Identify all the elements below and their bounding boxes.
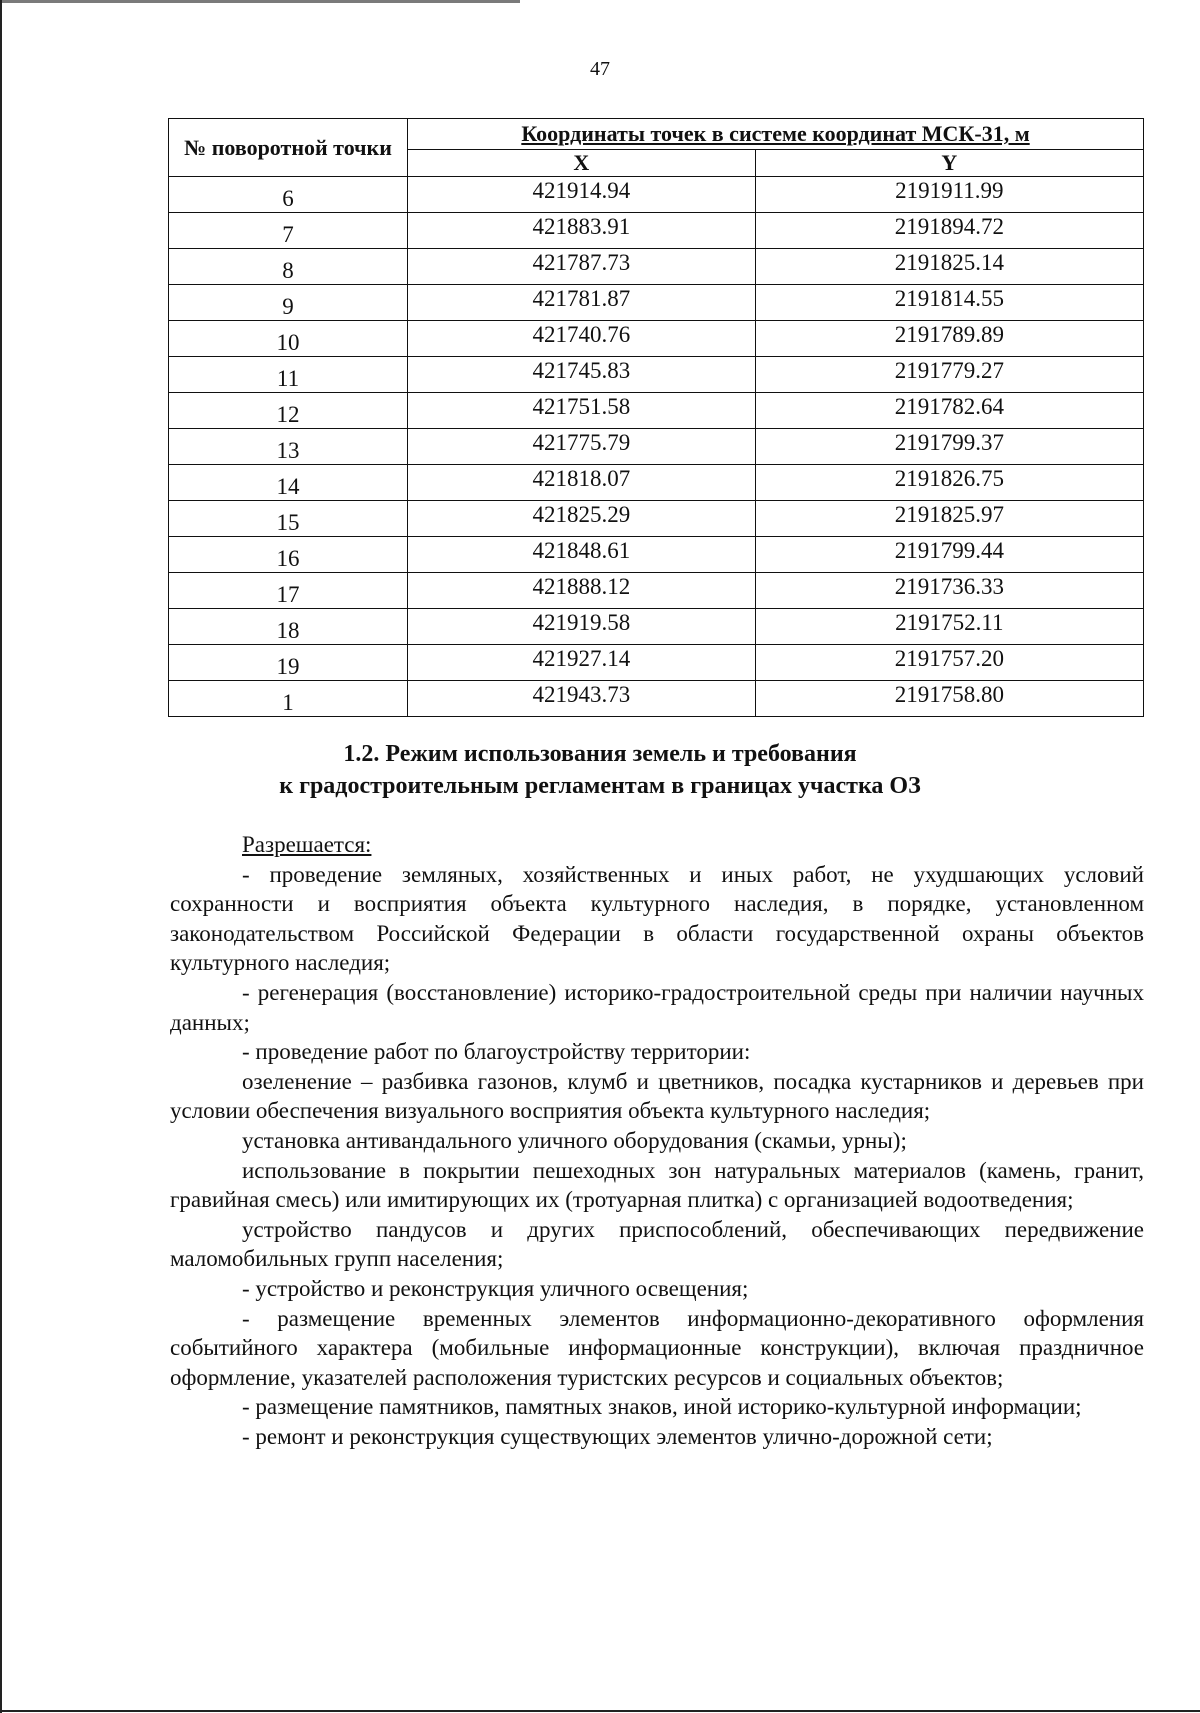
coordinates-header-text: Координаты точек в системе координат МСК-31, м	[521, 121, 1030, 146]
coordinates-table	[168, 118, 1144, 717]
x-cell: 421787.73	[408, 249, 756, 285]
section-title-line-1: 1.2. Режим использования земель и требования	[343, 741, 857, 767]
y-cell: 2191789.89	[755, 321, 1143, 357]
x-cell: 421825.29	[408, 501, 756, 537]
table-row	[169, 249, 1144, 285]
x-header: X	[408, 150, 756, 177]
table-row	[169, 609, 1144, 645]
point-cell: 17	[169, 573, 408, 609]
y-cell: 2191757.20	[755, 645, 1143, 681]
paragraph: - ремонт и реконструкция существующих элементов улично-дорожной сети;	[242, 1423, 993, 1449]
paragraph: - проведение работ по благоустройству территории:	[242, 1039, 751, 1065]
x-cell: 421943.73	[408, 681, 756, 717]
x-cell: 421745.83	[408, 357, 756, 393]
y-cell: 2191758.80	[755, 681, 1143, 717]
table-row	[169, 285, 1144, 321]
y-cell: 2191752.11	[755, 609, 1143, 645]
x-cell: 421781.87	[408, 285, 756, 321]
paragraph: - размещение памятников, памятных знаков, иной историко-культурной информации;	[242, 1394, 1082, 1420]
paragraph: - размещение временных элементов информационно-декоративного оформления событийного характера (мобильные информационные конструкции), включая праздничное оформление, указателей расположения туристских ресурсов и социальных объектов;	[170, 1305, 1144, 1390]
table-row	[169, 357, 1144, 393]
point-cell: 18	[169, 609, 408, 645]
x-cell: 421818.07	[408, 465, 756, 501]
y-cell: 2191911.99	[755, 177, 1143, 213]
point-cell: 16	[169, 537, 408, 573]
table-row	[169, 501, 1144, 537]
paragraph: - устройство и реконструкция уличного освещения;	[242, 1275, 749, 1301]
table-row	[169, 429, 1144, 465]
allowed-label: Разрешается:	[242, 832, 372, 857]
table-row	[169, 573, 1144, 609]
table-row	[169, 681, 1144, 717]
y-cell: 2191814.55	[755, 285, 1143, 321]
section-title-line-2: к градостроительным регламентам в границах участка ОЗ	[279, 773, 921, 799]
x-cell: 421883.91	[408, 213, 756, 249]
x-cell: 421888.12	[408, 573, 756, 609]
scan-edge-top	[0, 0, 520, 3]
point-cell: 8	[169, 249, 408, 285]
paragraph: использование в покрытии пешеходных зон натуральных материалов (камень, гранит, гравийная смесь) или имитирующих их (тротуарная плитка) с организацией водоотведения;	[170, 1157, 1144, 1213]
table-row	[169, 645, 1144, 681]
y-cell: 2191826.75	[755, 465, 1143, 501]
point-cell: 10	[169, 321, 408, 357]
table-row	[169, 465, 1144, 501]
table-row	[169, 393, 1144, 429]
table-row	[169, 213, 1144, 249]
page-number: 47	[590, 58, 610, 80]
point-cell: 1	[169, 681, 408, 717]
scan-edge-bottom	[0, 1710, 1200, 1712]
x-cell: 421914.94	[408, 177, 756, 213]
y-cell: 2191825.97	[755, 501, 1143, 537]
y-cell: 2191799.44	[755, 537, 1143, 573]
point-cell: 11	[169, 357, 408, 393]
x-cell: 421775.79	[408, 429, 756, 465]
x-cell: 421919.58	[408, 609, 756, 645]
table-row	[169, 537, 1144, 573]
scan-edge-left	[0, 0, 2, 1713]
x-cell: 421740.76	[408, 321, 756, 357]
y-cell: 2191799.37	[755, 429, 1143, 465]
y-cell: 2191779.27	[755, 357, 1143, 393]
x-cell: 421927.14	[408, 645, 756, 681]
section-body	[170, 830, 1144, 1451]
paragraph: озеленение – разбивка газонов, клумб и цветников, посадка кустарников и деревьев при условии обеспечения визуального восприятия объекта культурного наследия;	[170, 1068, 1144, 1124]
x-cell: 421751.58	[408, 393, 756, 429]
section-title	[0, 738, 1200, 802]
point-cell: 19	[169, 645, 408, 681]
paragraph: установка антивандального уличного оборудования (скамьи, урны);	[242, 1127, 907, 1153]
x-cell: 421848.61	[408, 537, 756, 573]
point-cell: 15	[169, 501, 408, 537]
y-header: Y	[755, 150, 1143, 177]
point-cell: 14	[169, 465, 408, 501]
point-cell: 9	[169, 285, 408, 321]
point-number-header: № поворотной точки	[169, 119, 408, 177]
paragraph: устройство пандусов и других приспособлений, обеспечивающих передвижение маломобильных групп населения;	[170, 1216, 1144, 1272]
paragraph: - проведение земляных, хозяйственных и иных работ, не ухудшающих условий сохранности и восприятия объекта культурного наследия, в порядке, установленном законодательством Российской Федерации в области государственной охраны объектов культурного наследия;	[170, 861, 1144, 976]
paragraph: - регенерация (восстановление) историко-градостроительной среды при наличии научных данных;	[170, 979, 1144, 1035]
coordinates-header	[408, 119, 1144, 150]
y-cell: 2191736.33	[755, 573, 1143, 609]
point-cell: 13	[169, 429, 408, 465]
point-cell: 6	[169, 177, 408, 213]
point-cell: 7	[169, 213, 408, 249]
y-cell: 2191894.72	[755, 213, 1143, 249]
table-row	[169, 177, 1144, 213]
table-row	[169, 321, 1144, 357]
y-cell: 2191825.14	[755, 249, 1143, 285]
point-cell: 12	[169, 393, 408, 429]
y-cell: 2191782.64	[755, 393, 1143, 429]
